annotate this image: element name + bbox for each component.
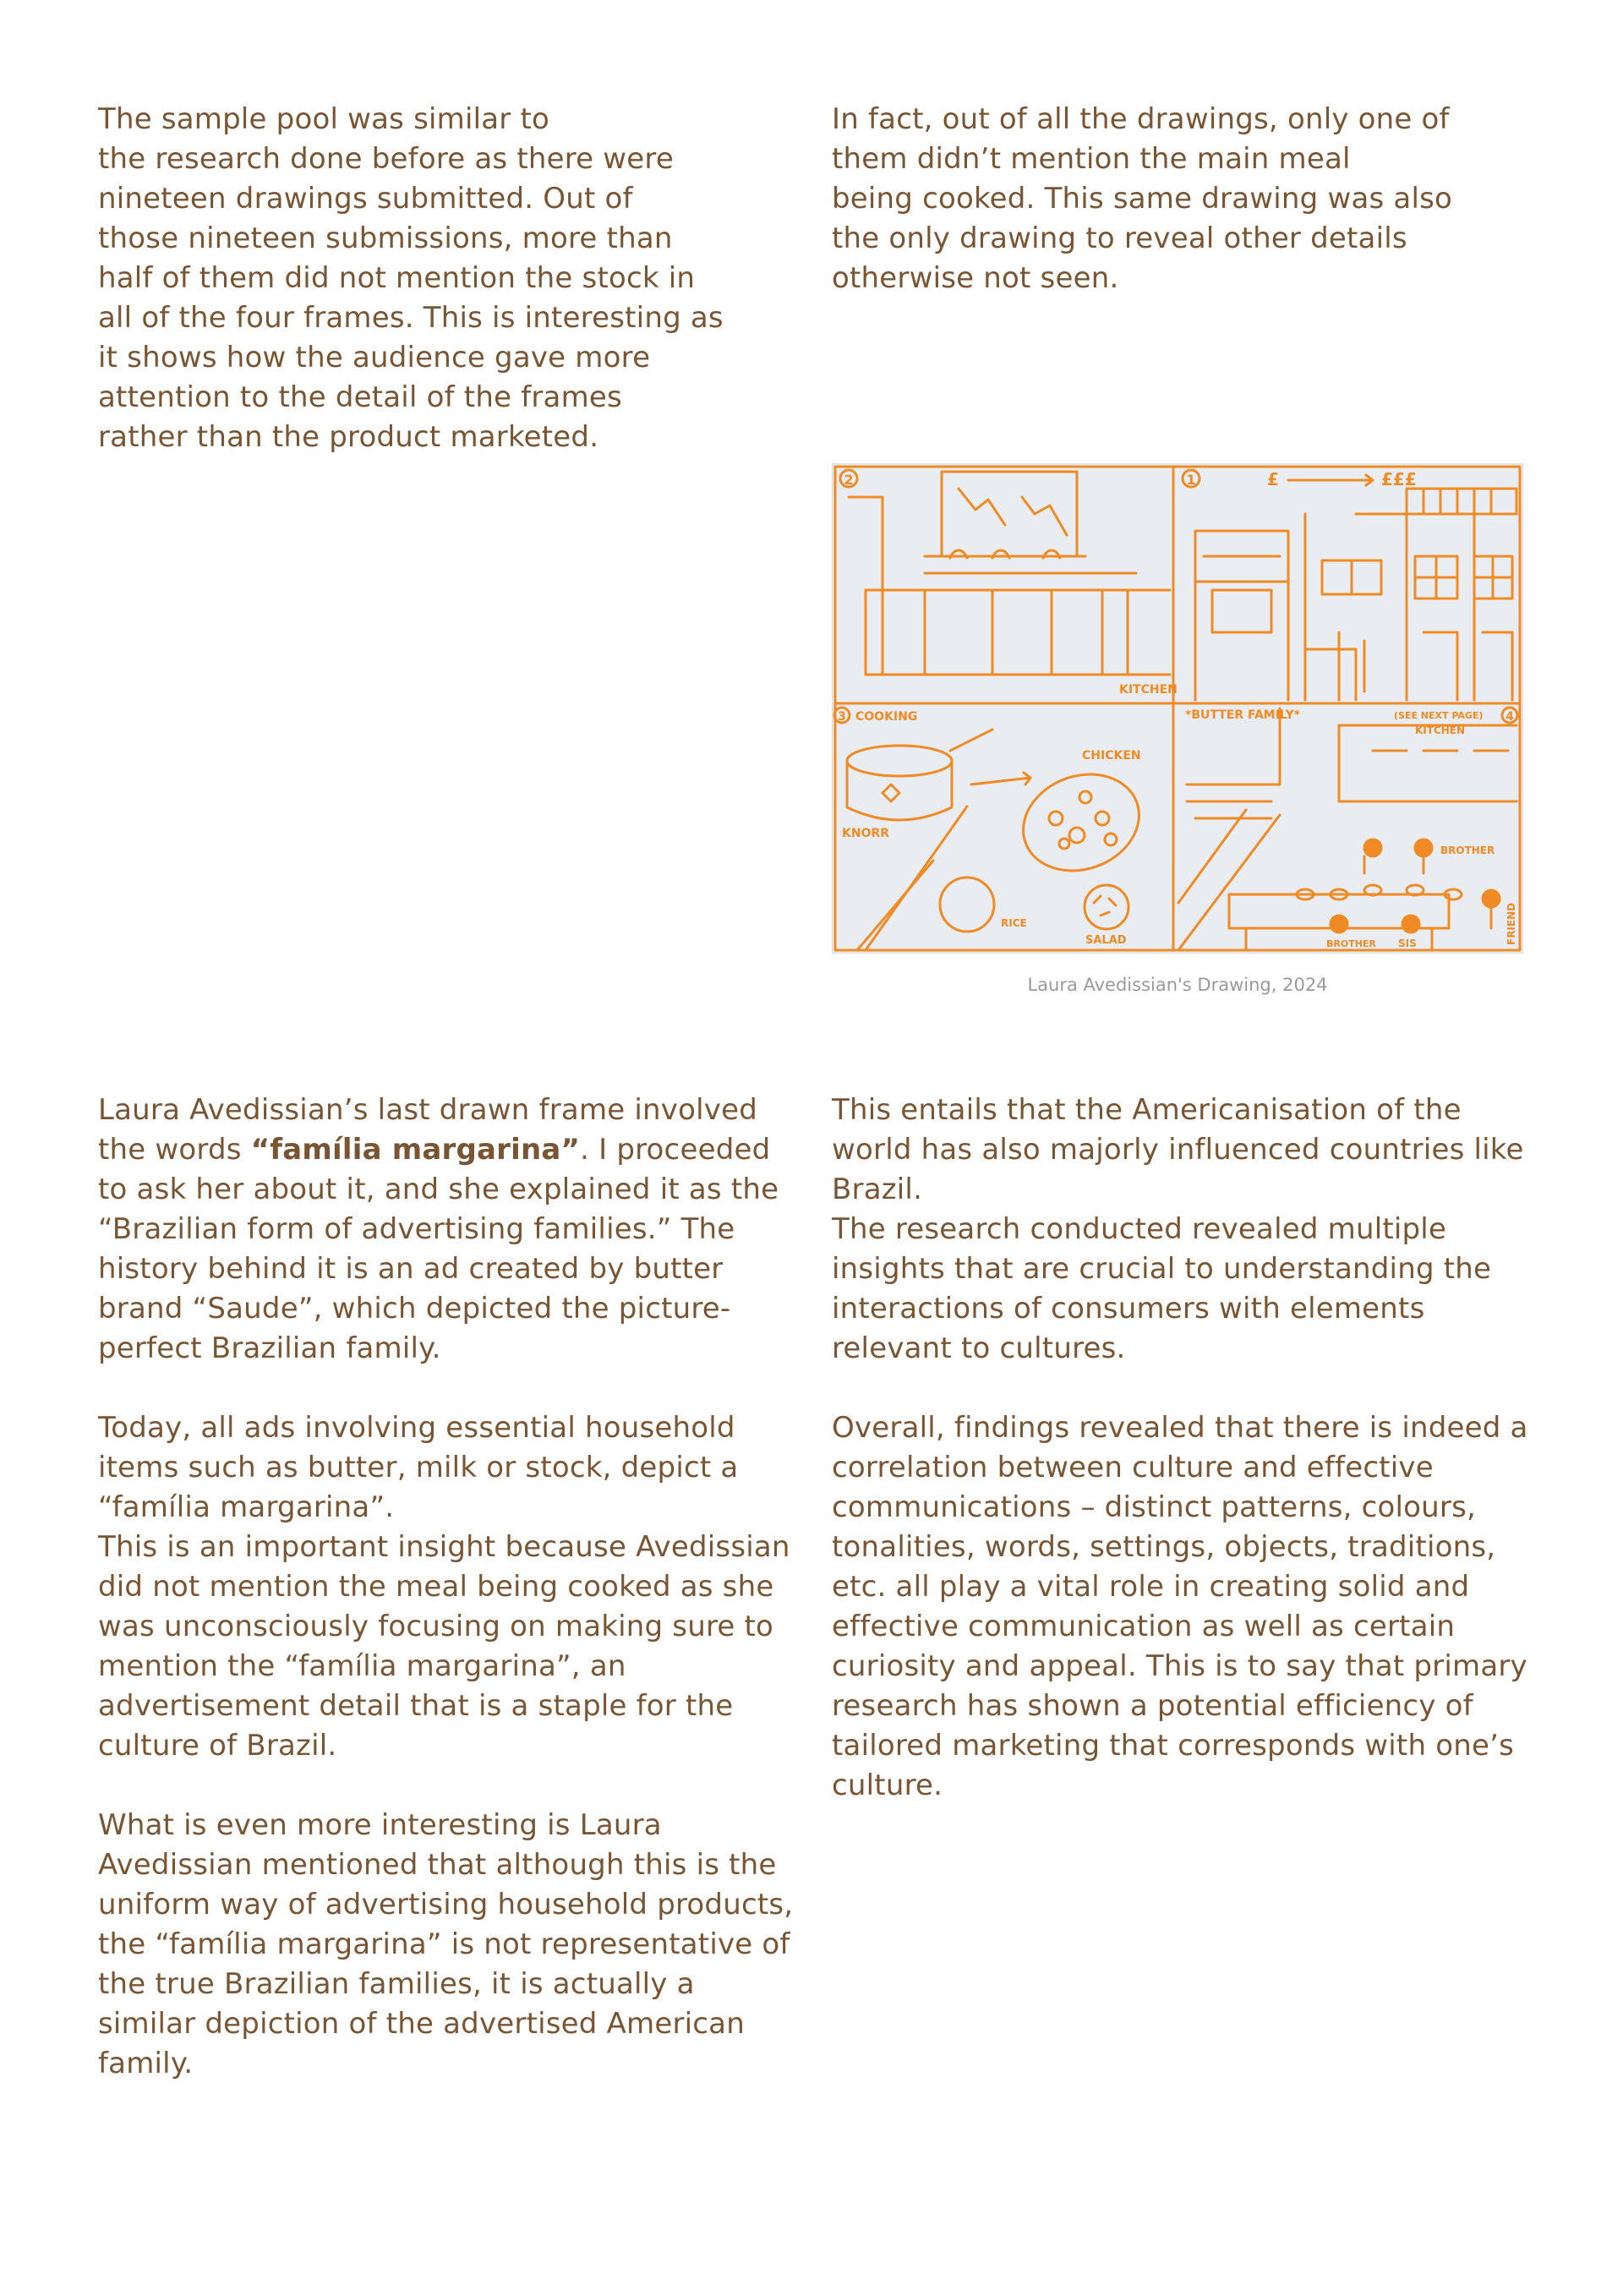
paragraph-american-family: What is even more interesting is Laura Avedissian mentioned that although this is the uniform way of advertising household products, the “família margarina” is not representative of the true Brazilian families, it is actually a similar depiction of the advertised American family. (98, 1808, 794, 2080)
frame-1-number: 1 (1186, 472, 1196, 488)
frame-2-number: 2 (844, 472, 854, 488)
label-sis: SIS (1398, 938, 1417, 949)
label-chicken: CHICKEN (1082, 749, 1141, 763)
paragraph-sample-pool: The sample pool was similar to the research done before as there were nineteen drawings submitted. Out of those nineteen submissions, more than half of them did not mention the stock in all of the four frames. This is interesting as it shows how the audience gave more attention to the detail of the frames rather than the product marketed. (98, 102, 724, 454)
label-see-next-page: (SEE NEXT PAGE) (1394, 710, 1484, 721)
label-price-high: £££ (1381, 469, 1417, 489)
paragraph-main-meal: In fact, out of all the drawings, only one of them didn’t mention the main meal being cooked. This same drawing was also the only drawing to reveal other details otherwise not seen. (832, 102, 1453, 295)
label-rice: RICE (1001, 917, 1027, 929)
emphasis-familia-margarina: “família margarina” (250, 1133, 581, 1167)
paragraph-household-ads: Today, all ads involving essential household items such as butter, milk or stock, depict a “família margarina”. (98, 1411, 739, 1524)
label-salad: SALAD (1085, 934, 1127, 947)
sketch-border (835, 467, 1520, 950)
text-column-left-bottom (98, 1091, 800, 2084)
paragraph-overall-findings: Overall, findings revealed that there is indeed a correlation between culture and effective communications – distinct patterns, colours, tonalities, words, settings, objects, traditions, etc. all play a vital role in creating solid and effective communication as well as certain curiosity and appeal. This is to say that primary research has shown a potential efficiency of tailored marketing that corresponds with one’s culture. (832, 1411, 1528, 1802)
label-price-low: £ (1267, 469, 1279, 489)
drawing-figure (832, 463, 1523, 954)
frame-2-kitchen (840, 470, 1170, 675)
frame-3-number: 3 (838, 710, 846, 724)
text-column-right-bottom (832, 1091, 1533, 1806)
text-column-right-top (832, 100, 1533, 298)
label-kitchen: KITCHEN (1119, 683, 1178, 697)
label-kitchen-2: KITCHEN (1415, 724, 1466, 736)
paragraph-research-insights: The research conducted revealed multiple insights that are crucial to understanding the interactions of consumers with elements relevant to cultures. (832, 1212, 1492, 1365)
frame-4-number: 4 (1506, 710, 1514, 724)
paragraph-important-insight: This is an important insight because Avedissian did not mention the meal being cooked as she was unconsciously focusing on making sure to mention the “família margarina”, an advertisement detail that is a staple for the culture of Brazil. (98, 1530, 790, 1763)
label-cooking: COOKING (855, 710, 918, 724)
paragraph-americanisation: This entails that the Americanisation of the world has also majorly influenced countries like Brazil. (832, 1093, 1524, 1206)
storyboard-sketch (832, 463, 1523, 954)
label-brother-2: BROTHER (1326, 938, 1376, 949)
paragraph-familia-margarina: Laura Avedissian’s last drawn frame involved the words “família margarina”. I proceeded to ask her about it, and she explained it as the “Brazilian form of advertising families.” The history behind it is an ad created by butter brand “Saude”, which depicted the picture-perfect Brazilian family. (98, 1093, 779, 1365)
text-column-left-top (98, 100, 800, 457)
figure-caption: Laura Avedissian's Drawing, 2024 (1027, 975, 1328, 995)
label-knorr: KNORR (842, 827, 890, 840)
frame-1-houses (1183, 470, 1516, 700)
label-brother: BROTHER (1440, 845, 1495, 856)
frame-4-family-table (1178, 708, 1517, 950)
label-butter-family: *BUTTER FAMILY* (1185, 708, 1301, 722)
label-friend: FRIEND (1506, 902, 1517, 945)
